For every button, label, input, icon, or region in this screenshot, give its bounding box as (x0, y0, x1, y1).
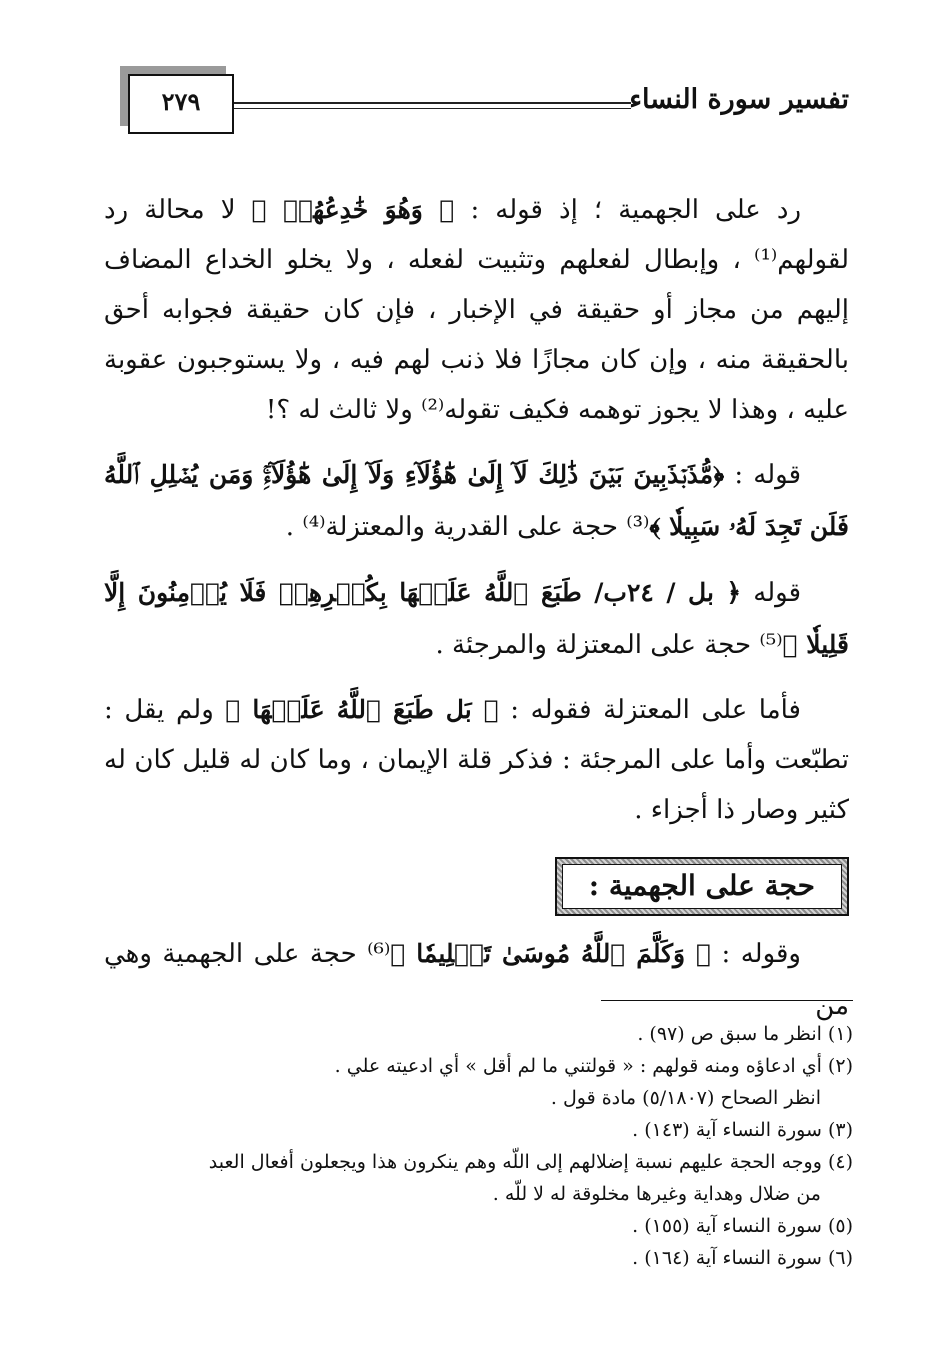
page-number-box (128, 74, 234, 134)
footnote-divider (601, 1000, 853, 1001)
footnote-5: (٥) سورة النساء آية (١٥٥) . (632, 1215, 853, 1237)
paragraph-2 (104, 449, 849, 553)
paragraph-3 (104, 567, 849, 671)
paragraph-text: ⁽³⁾ حجة على القدرية والمعتزلة⁽⁴⁾ . (285, 512, 650, 542)
quran-verse: ﴿مُّذَبۡذَبِينَ بَيۡنَ ذَٰلِكَ لَآ إِلَىٰ هَٰٓؤُلَآءِ وَلَآ إِلَىٰ هَٰٓؤُلَآءِۚ وَمَن يُضۡلِلِ ٱللَّهُ فَلَن تَجِدَ لَهُۥ سَبِيلٗا ﴾ (104, 460, 849, 541)
running-title: تفسير سورة النساء (629, 84, 849, 115)
paragraph-1 (104, 185, 849, 435)
paragraph-text: رد على الجهمية ؛ إذ قوله : (454, 195, 802, 225)
footnote-2: (٢) أي ادعاؤه ومنه قولهم : « قولتني ما لم أقل » أي ادعيته علي . (334, 1055, 853, 1077)
paragraph-text: قوله (741, 578, 801, 608)
paragraph-text: ⁽⁶⁾ حجة على الجهمية وهي من (104, 939, 849, 1021)
paragraph-text: قوله : (724, 460, 801, 490)
footnote-4-continuation: من ضلال وهداية وغيرها مخلوقة له لا للّه . (492, 1183, 821, 1205)
paragraph-text: ⁽⁵⁾ حجة على المعتزلة والمرجئة . (435, 630, 783, 660)
paragraph-5 (104, 928, 849, 1032)
main-text (104, 185, 849, 1046)
paragraph-text: ولم يقل : تطبّعت وأما على المرجئة : فذكر قلة الإيمان ، وما كان له قليل كان له كثير وصار ذا أجزاء . (104, 695, 849, 825)
header-rule (232, 102, 631, 109)
footnote-1: (١) انظر ما سبق ص (٩٧) . (637, 1023, 853, 1045)
footnote-3: (٣) سورة النساء آية (١٤٣) . (632, 1119, 853, 1141)
section-heading-box (555, 857, 849, 916)
paragraph-4 (104, 685, 849, 835)
paragraph-text: وقوله : (711, 939, 801, 969)
footnote-6: (٦) سورة النساء آية (١٦٤) . (632, 1247, 853, 1269)
footnote-4: (٤) ووجه الحجة عليهم نسبة إضلالهم إلى اللّه وهم ينكرون هذا ويجعلون أفعال العبد (208, 1151, 853, 1173)
page-number: ٢٧٩ (161, 87, 201, 116)
quran-verse: ﴿ بَل طَبَعَ ٱللَّهُ عَلَيۡهَا ﴾ (225, 695, 499, 724)
quran-verse: ﴿ وَهُوَ خَٰدِعُهُمۡ ﴾ (251, 195, 455, 224)
quran-verse: ﴿ وَكَلَّمَ ٱللَّهُ مُوسَىٰ تَكۡلِيمٗا ﴾ (390, 939, 712, 968)
quran-verse: ﴿ بل / ٢٤ب/ طَبَعَ ٱللَّهُ عَلَيۡهَا بِكُفۡرِهِمۡ فَلَا يُؤۡمِنُونَ إِلَّا قَلِيلٗا ﴾ (104, 578, 849, 659)
paragraph-text: لا محالة رد لقولهم⁽¹⁾ ، وإبطال لفعلهم وتثبيت لفعله ، ولا يخلو الخداع المضاف إليهم من مجاز أو حقيقة في الإخبار ، فإن كان حقيقة فجوابه أحق بالحقيقة منه ، وإن كان مجازًا فلا ذنب لهم فيه ، ولا يستوجبون عقوبة عليه ، وهذا لا يجوز توهمه فكيف تقوله⁽²⁾ ولا ثالث له ؟! (104, 195, 849, 425)
page-header (120, 62, 849, 142)
section-heading: حجة على الجهمية : (562, 864, 842, 909)
footnotes (110, 1020, 853, 1276)
paragraph-text: فأما على المعتزلة فقوله : (498, 695, 801, 725)
footnote-2-continuation: انظر الصحاح (٥/١٨٠٧) مادة قول . (550, 1087, 821, 1109)
